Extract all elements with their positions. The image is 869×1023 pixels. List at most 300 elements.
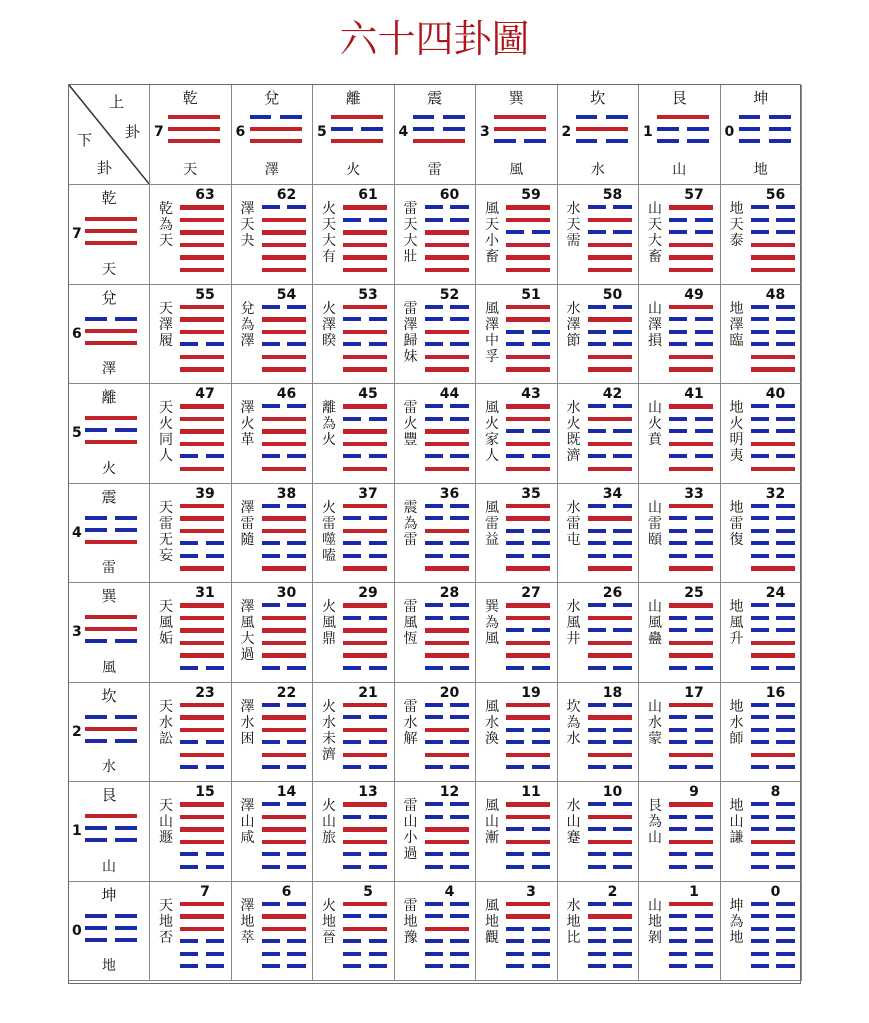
hexagram-number: 56 <box>765 187 786 203</box>
yang-line <box>180 927 224 932</box>
hexagram-number: 46 <box>276 386 297 402</box>
yin-line <box>669 330 713 335</box>
yang-line <box>751 442 795 447</box>
hexagram-number: 4 <box>444 883 455 900</box>
hexagram-lines <box>262 305 306 380</box>
yin-line <box>343 914 387 919</box>
yin-line <box>751 454 795 459</box>
hexagram-cell <box>150 583 232 683</box>
yang-line <box>506 802 550 807</box>
hexagram-lines <box>669 205 713 280</box>
yang-line <box>669 467 713 472</box>
trigram-symbol: 山 <box>672 162 687 178</box>
hexagram-lines <box>262 404 306 479</box>
yin-line <box>425 715 469 720</box>
yin-line <box>751 715 795 720</box>
hexagram-number: 32 <box>765 485 786 502</box>
yang-line <box>262 218 306 223</box>
yang-line <box>506 603 550 608</box>
trigram-name: 坤 <box>101 885 117 904</box>
yang-line <box>262 815 306 820</box>
hexagram-name: 風水渙 <box>485 698 499 747</box>
yin-line <box>751 628 795 633</box>
yin-line <box>180 740 224 745</box>
yin-line <box>588 504 632 509</box>
yang-line <box>669 641 713 646</box>
trigram-header-6 <box>639 85 721 185</box>
yang-line <box>588 566 632 571</box>
hexagram-name: 澤地萃 <box>240 897 255 946</box>
hexagram-number: 59 <box>521 187 541 203</box>
yang-line <box>343 205 387 210</box>
yin-line <box>413 127 465 131</box>
yin-line <box>751 504 795 509</box>
yang-line <box>262 927 306 932</box>
hexagram-lines <box>669 802 713 877</box>
hexagram-name: 天山遯 <box>159 798 173 846</box>
yin-line <box>669 715 713 720</box>
yang-line <box>180 442 224 447</box>
yang-line <box>343 927 387 932</box>
yin-line <box>751 703 795 708</box>
yang-line <box>85 229 137 233</box>
hexagram-name: 火雷噬嗑 <box>322 499 336 564</box>
yin-line <box>343 417 387 422</box>
hexagram-lines <box>588 205 632 280</box>
yin-line <box>588 902 632 907</box>
yin-line <box>85 826 137 830</box>
hexagram-cell <box>639 583 721 683</box>
yin-line <box>751 765 795 770</box>
yin-line <box>751 554 795 559</box>
yin-line <box>669 914 713 919</box>
yin-line <box>343 554 387 559</box>
hexagram-lines <box>343 603 387 678</box>
yin-line <box>588 342 632 347</box>
hexagram-cell <box>476 683 558 783</box>
trigram-number: 5 <box>317 124 327 140</box>
hexagram-cell <box>476 882 558 982</box>
yin-line <box>751 902 795 907</box>
hexagram-name: 風天小畜 <box>485 201 499 265</box>
hexagram-name: 雷風恆 <box>403 599 418 647</box>
yin-line <box>588 230 632 235</box>
yang-line <box>506 417 550 422</box>
yang-line <box>262 628 306 633</box>
hexagram-cell <box>313 384 395 484</box>
yin-line <box>669 939 713 944</box>
hexagram-number: 51 <box>521 286 541 303</box>
hexagram-lines <box>576 115 628 151</box>
yang-line <box>180 603 224 608</box>
yin-line <box>343 715 387 720</box>
hexagram-number: 24 <box>765 585 786 601</box>
yin-line <box>262 765 306 770</box>
yin-line <box>751 205 795 210</box>
yang-line <box>669 653 713 658</box>
hexagram-cell <box>721 782 803 882</box>
yang-line <box>425 927 469 932</box>
yin-line <box>180 454 224 459</box>
yang-line <box>588 641 632 646</box>
hexagram-number: 39 <box>195 485 215 502</box>
yang-line <box>262 367 306 372</box>
hexagram-name: 風地觀 <box>485 897 499 946</box>
hexagram-lines <box>425 902 469 977</box>
yang-line <box>588 840 632 845</box>
yin-line <box>669 429 713 434</box>
yang-line <box>343 728 387 733</box>
yang-line <box>262 641 306 646</box>
hexagram-lines <box>180 305 224 380</box>
hexagram-lines <box>751 703 795 778</box>
yang-line <box>180 902 224 907</box>
hexagram-name: 雷地豫 <box>403 897 418 946</box>
hexagram-name: 兌為澤 <box>240 300 255 349</box>
hexagram-lines <box>494 115 546 151</box>
yin-line <box>262 454 306 459</box>
yin-line <box>262 865 306 870</box>
yin-line <box>180 765 224 770</box>
yang-line <box>413 139 465 143</box>
hexagram-lines <box>506 504 550 579</box>
hexagram-name: 坤為地 <box>729 897 744 946</box>
hexagram-number: 44 <box>439 386 460 402</box>
hexagram-number: 25 <box>684 585 704 601</box>
yang-line <box>180 914 224 919</box>
yang-line <box>180 616 224 621</box>
yang-line <box>425 628 469 633</box>
yin-line <box>425 317 469 322</box>
yin-line <box>343 765 387 770</box>
yin-line <box>425 454 469 459</box>
trigram-number: 1 <box>643 124 653 140</box>
yin-line <box>343 964 387 969</box>
yang-line <box>343 504 387 509</box>
hexagram-number: 41 <box>684 386 704 402</box>
yang-line <box>751 268 795 273</box>
hexagram-name: 水風井 <box>566 599 581 647</box>
yin-line <box>751 218 795 223</box>
hexagram-number: 5 <box>363 883 373 900</box>
hexagram-number: 6 <box>281 883 292 900</box>
trigram-symbol: 澤 <box>102 361 116 377</box>
yin-line <box>588 205 632 210</box>
hexagram-cell <box>150 185 232 285</box>
yin-line <box>180 964 224 969</box>
hexagram-lines <box>343 504 387 579</box>
yin-line <box>343 852 387 857</box>
trigram-symbol: 風 <box>509 162 524 178</box>
hexagram-cell <box>558 683 640 783</box>
yin-line <box>751 529 795 534</box>
yin-line <box>262 541 306 546</box>
yang-line <box>506 442 550 447</box>
hexagram-name: 雷水解 <box>403 698 418 747</box>
hexagram-name: 水天需 <box>566 201 581 249</box>
hexagram-name: 水地比 <box>566 897 581 946</box>
hexagram-number: 50 <box>602 286 623 303</box>
yin-line <box>751 404 795 409</box>
hexagram-cell <box>313 285 395 385</box>
hexagram-lines <box>180 802 224 877</box>
yang-line <box>180 243 224 248</box>
yang-line <box>180 628 224 633</box>
yang-line <box>262 317 306 322</box>
hexagram-lines <box>343 305 387 380</box>
hexagram-name: 地火明夷 <box>729 400 744 464</box>
yang-line <box>506 504 550 509</box>
yin-line <box>413 115 465 119</box>
yang-line <box>506 218 550 223</box>
hexagram-lines <box>588 305 632 380</box>
yang-line <box>506 641 550 646</box>
yin-line <box>85 715 137 719</box>
hexagram-lines <box>425 404 469 479</box>
yin-line <box>262 703 306 708</box>
hexagram-cell <box>395 583 477 683</box>
yang-line <box>180 703 224 708</box>
yang-line <box>85 329 137 333</box>
trigram-symbol: 水 <box>590 162 605 178</box>
yang-line <box>669 355 713 360</box>
hexagram-name: 離為火 <box>322 400 336 448</box>
hexagram-lines <box>168 115 220 151</box>
hexagram-name: 火澤睽 <box>322 300 336 349</box>
yin-line <box>506 728 550 733</box>
yin-line <box>669 740 713 745</box>
yang-line <box>506 404 550 409</box>
yang-line <box>588 616 632 621</box>
yang-line <box>669 753 713 758</box>
hexagram-cell <box>476 782 558 882</box>
trigram-name: 巽 <box>101 587 117 605</box>
yang-line <box>262 429 306 434</box>
yang-line <box>262 330 306 335</box>
yang-line <box>588 516 632 521</box>
yin-line <box>506 454 550 459</box>
hexagram-lines <box>739 115 791 151</box>
yin-line <box>751 342 795 347</box>
yang-line <box>751 255 795 260</box>
yin-line <box>343 666 387 671</box>
corner-cell <box>69 85 150 185</box>
hexagram-cell <box>232 782 314 882</box>
yang-line <box>669 703 713 708</box>
yang-line <box>751 355 795 360</box>
upper-label: 上 <box>109 93 125 111</box>
yin-line <box>425 740 469 745</box>
hexagram-lines <box>506 603 550 678</box>
yang-line <box>425 330 469 335</box>
yang-line <box>425 442 469 447</box>
hexagram-cell <box>558 882 640 982</box>
hexagram-lines <box>250 115 302 151</box>
trigram-number: 2 <box>72 723 82 740</box>
hexagram-cell <box>313 185 395 285</box>
yin-line <box>669 927 713 932</box>
yang-line <box>576 127 628 131</box>
yang-line <box>180 753 224 758</box>
yang-line <box>425 653 469 658</box>
hexagram-lines <box>85 615 137 651</box>
yin-line <box>669 554 713 559</box>
hexagram-lines <box>669 703 713 778</box>
hexagram-lines <box>262 802 306 877</box>
hexagram-cell <box>639 484 721 584</box>
hexagram-number: 34 <box>602 485 623 502</box>
yin-line <box>751 815 795 820</box>
hexagram-lines <box>669 504 713 579</box>
yin-line <box>588 964 632 969</box>
hexagram-number: 28 <box>439 585 460 601</box>
yang-line <box>425 529 469 534</box>
hexagram-name: 水澤節 <box>566 300 581 349</box>
hexagram-cell <box>232 583 314 683</box>
yin-line <box>576 115 628 119</box>
yin-line <box>425 703 469 708</box>
hexagram-cell <box>639 185 721 285</box>
yang-line <box>425 429 469 434</box>
yang-line <box>425 728 469 733</box>
yin-line <box>506 740 550 745</box>
trigram-name: 兌 <box>101 288 117 307</box>
yin-line <box>85 639 137 643</box>
yin-line <box>425 939 469 944</box>
hexagram-number: 2 <box>607 883 618 900</box>
yin-line <box>506 330 550 335</box>
hexagram-name: 火水未濟 <box>322 698 336 763</box>
yin-line <box>425 404 469 409</box>
yang-line <box>343 840 387 845</box>
hexagram-cell <box>395 782 477 882</box>
yang-line <box>588 417 632 422</box>
hexagram-cell <box>150 882 232 982</box>
yin-line <box>343 454 387 459</box>
yin-line <box>751 230 795 235</box>
yang-line <box>180 429 224 434</box>
yang-line <box>180 255 224 260</box>
hexagram-lines <box>180 902 224 977</box>
yin-line <box>250 115 302 119</box>
yang-line <box>669 840 713 845</box>
hexagram-cell <box>395 484 477 584</box>
hexagram-lines <box>588 603 632 678</box>
yang-line <box>588 218 632 223</box>
yang-line <box>180 230 224 235</box>
yin-line <box>588 330 632 335</box>
yang-line <box>425 641 469 646</box>
hexagram-name: 地山謙 <box>729 798 744 846</box>
hexagram-lines <box>343 802 387 877</box>
yang-line <box>669 802 713 807</box>
hexagram-number: 33 <box>684 485 704 502</box>
yin-line <box>180 852 224 857</box>
trigram-number: 5 <box>72 425 82 441</box>
yin-line <box>751 802 795 807</box>
yin-line <box>751 865 795 870</box>
yin-line <box>343 541 387 546</box>
hexagram-lines <box>751 504 795 579</box>
hexagram-cell <box>150 484 232 584</box>
yin-line <box>343 952 387 957</box>
hexagram-lines <box>262 902 306 977</box>
yang-line <box>85 341 137 345</box>
yang-line <box>657 115 709 119</box>
yang-line <box>343 653 387 658</box>
yin-line <box>180 865 224 870</box>
yang-line <box>506 205 550 210</box>
hexagram-name: 澤風大過 <box>240 599 255 663</box>
yin-line <box>669 529 713 534</box>
trigram-name: 兌 <box>264 89 280 107</box>
hexagram-lines <box>425 703 469 778</box>
trigram-name: 震 <box>427 89 443 107</box>
hexagram-name: 山水蒙 <box>648 698 662 747</box>
hexagram-lines <box>506 404 550 479</box>
hexagram-name: 火天大有 <box>322 201 336 265</box>
hexagram-number: 36 <box>439 485 460 502</box>
yang-line <box>588 442 632 447</box>
hexagram-lines <box>669 404 713 479</box>
yang-line <box>588 367 632 372</box>
yang-line <box>669 442 713 447</box>
yang-line <box>85 615 137 619</box>
hexagram-name: 地風升 <box>729 599 744 647</box>
yang-line <box>751 566 795 571</box>
yang-line <box>506 703 550 708</box>
yang-line <box>343 827 387 832</box>
yang-line <box>343 802 387 807</box>
hexagram-name: 雷山小過 <box>403 798 418 862</box>
yang-line <box>669 902 713 907</box>
yang-line <box>262 616 306 621</box>
trigram-name: 離 <box>345 89 361 107</box>
hexagram-lines <box>262 703 306 778</box>
hexagram-lines <box>85 814 137 850</box>
yin-line <box>425 802 469 807</box>
yin-line <box>657 127 709 131</box>
hexagram-name: 風雷益 <box>485 499 499 548</box>
yang-line <box>588 255 632 260</box>
yin-line <box>506 852 550 857</box>
yin-line <box>588 939 632 944</box>
hexagram-number: 15 <box>195 784 215 800</box>
hexagram-cell <box>558 185 640 285</box>
hexagram-name: 山風蠱 <box>648 599 662 647</box>
yang-line <box>262 914 306 919</box>
yang-line <box>343 753 387 758</box>
yang-line <box>262 268 306 273</box>
hexagram-lines <box>331 115 383 151</box>
yin-line <box>425 554 469 559</box>
yin-line <box>669 666 713 671</box>
yang-line <box>588 243 632 248</box>
yin-line <box>669 827 713 832</box>
hexagram-number: 52 <box>439 286 460 303</box>
yang-line <box>180 715 224 720</box>
yin-line <box>85 317 137 321</box>
hexagram-cell <box>313 484 395 584</box>
yang-line <box>506 243 550 248</box>
lower-gua-label: 卦 <box>97 159 113 177</box>
hexagram-number: 35 <box>521 485 541 502</box>
yang-line <box>180 529 224 534</box>
hexagram-name: 雷天大壯 <box>403 201 418 265</box>
hexagram-number: 0 <box>770 883 781 900</box>
yin-line <box>751 616 795 621</box>
yang-line <box>180 404 224 409</box>
